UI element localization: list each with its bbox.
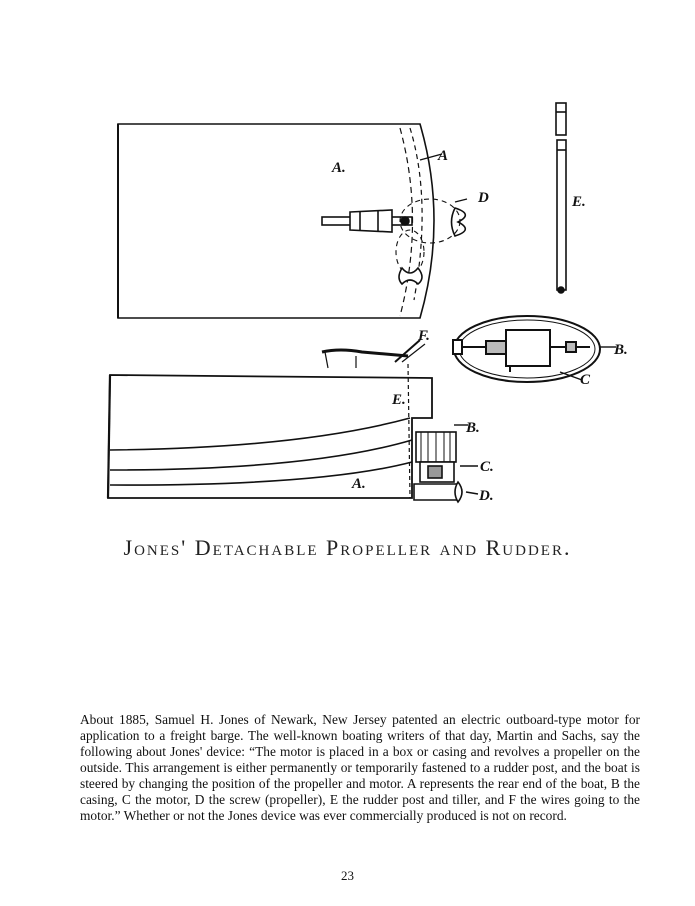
body-paragraph: About 1885, Samuel H. Jones of Newark, New Jersey patented an electric outboard-type motor for application to a freight barge. The well-known boating writers of that day, Martin and Sachs, say the following about Jones' device: “The motor is placed in a box or casing and revolves a propeller on the outside. This arrangement is either permanently or temporarily fastened to a rudder post, and the boat is steered by changing the position of the propeller and motor. A represents the rear end of the boat, B the casing, C the motor, D the screw (propeller), E the rudder post and tiller, and F the wires going to the motor.” Whether or not the Jones device was ever commercially produced is not on record. bbox=[80, 712, 640, 823]
rudder-post-drawing bbox=[556, 103, 566, 293]
top-view-drawing bbox=[118, 124, 467, 318]
label-oval-B: B. bbox=[614, 342, 628, 358]
label-rudder-E: E. bbox=[572, 194, 586, 210]
label-side-D: D. bbox=[479, 488, 494, 504]
casing-section-drawing bbox=[453, 316, 616, 382]
label-side-B: B. bbox=[466, 420, 480, 436]
label-side-A: A. bbox=[352, 476, 366, 492]
figure-caption: Jones' Detachable Propeller and Rudder. bbox=[123, 535, 572, 560]
label-side-E: E. bbox=[392, 392, 406, 408]
label-top-D: D bbox=[478, 190, 489, 206]
label-top-A-edge: A bbox=[438, 148, 449, 164]
label-side-F: F. bbox=[418, 328, 430, 344]
page-number: 23 bbox=[341, 868, 354, 883]
label-side-C: C. bbox=[480, 459, 494, 475]
label-top-A-inner: A. bbox=[332, 160, 346, 176]
label-oval-C: C bbox=[580, 372, 591, 388]
side-view-drawing bbox=[108, 340, 478, 502]
